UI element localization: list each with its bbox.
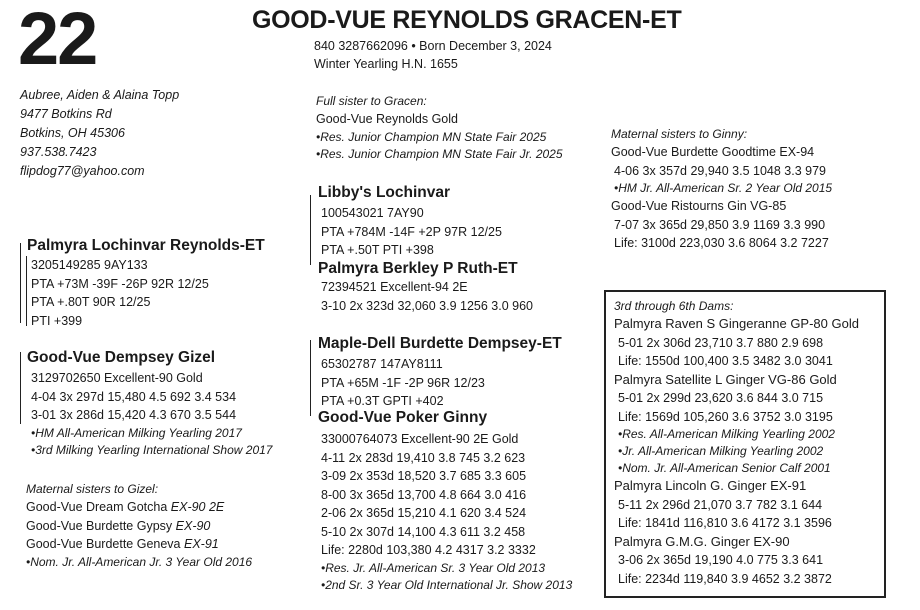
dam-bracket bbox=[20, 352, 21, 424]
sire-dam-detail: 3-10 2x 323d 32,060 3.9 1256 3.0 960 bbox=[321, 298, 533, 313]
ginny-sisters-block bbox=[611, 126, 832, 253]
animal-name: GOOD-VUE REYNOLDS GRACEN-ET bbox=[252, 6, 682, 34]
sire-dam-name: Palmyra Berkley P Ruth-ET bbox=[318, 260, 518, 277]
dam-note: •HM All-American Milking Yearling 2017 bbox=[31, 425, 242, 440]
dam-dam-detail: 3-09 2x 353d 18,520 3.7 685 3.3 605 bbox=[321, 469, 527, 483]
dam-sire-name: Maple-Dell Burdette Dempsey-ET bbox=[318, 335, 562, 352]
consignor-phone: 937.538.7423 bbox=[20, 145, 97, 159]
dam-entry-record: 5-01 2x 299d 23,620 3.6 844 3.0 715 bbox=[618, 391, 824, 405]
ginny-sister-name: Good-Vue Ristourns Gin VG-85 bbox=[611, 199, 787, 213]
sire-block bbox=[27, 236, 265, 256]
dam-entry-record: 5-11 2x 296d 21,070 3.7 782 3.1 644 bbox=[618, 497, 823, 512]
dam-details bbox=[31, 369, 272, 459]
dam-entry-record: Life: 2234d 119,840 3.9 4652 3.2 3872 bbox=[618, 571, 832, 586]
dam-entry-name: Palmyra Satellite L Ginger VG-86 Gold bbox=[614, 371, 837, 387]
dam-entry-record: Life: 1550d 100,400 3.5 3482 3.0 3041 bbox=[618, 354, 833, 368]
dam-entry-name: Palmyra Raven S Gingeranne GP-80 Gold bbox=[614, 316, 859, 331]
dam-entry-note: •Res. All-American Milking Yearling 2002 bbox=[618, 427, 835, 441]
sire-sire-details bbox=[321, 204, 502, 260]
dam-entry-record: Life: 1569d 105,260 3.6 3752 3.0 3195 bbox=[618, 409, 833, 424]
dam-entry-note: •Jr. All-American Milking Yearling 2002 bbox=[618, 444, 824, 458]
dams-box-heading: 3rd through 6th Dams: bbox=[614, 299, 734, 313]
consignor-email: flipdog77@yahoo.com bbox=[20, 164, 145, 178]
dam-dam-note: •2nd Sr. 3 Year Old International Jr. Show 2013 bbox=[321, 577, 573, 592]
sire-dam-details bbox=[321, 278, 533, 315]
class-line: Winter Yearling H.N. 1655 bbox=[314, 57, 458, 71]
sire-detail: PTI +399 bbox=[31, 313, 83, 328]
ginny-sister-record: Life: 3100d 223,030 3.6 8064 3.2 7227 bbox=[614, 236, 829, 250]
dam-dam-note: •Res. Jr. All-American Sr. 3 Year Old 2013 bbox=[321, 560, 546, 575]
dam-detail: 4-04 3x 297d 15,480 4.5 692 3.4 534 bbox=[31, 389, 237, 404]
sire-detail: 3205149285 9AY133 bbox=[31, 258, 148, 272]
dam-note: •3rd Milking Yearling International Show 2017 bbox=[31, 442, 273, 457]
dam-sire-block bbox=[318, 334, 562, 354]
gizel-sister: Good-Vue Burdette Geneva EX-91 bbox=[26, 537, 219, 551]
consignor-names: Aubree, Aiden & Alaina Topp bbox=[20, 88, 180, 102]
sire-detail: PTA +.80T 90R 12/25 bbox=[31, 295, 151, 309]
consignor-info bbox=[20, 86, 179, 181]
full-sister-note: •Res. Junior Champion MN State Fair 2025 bbox=[316, 129, 547, 144]
dam-sire-detail: 65302787 147AY8111 bbox=[321, 357, 443, 371]
dam-sire-detail: PTA +65M -1F -2P 96R 12/23 bbox=[321, 375, 485, 390]
sire-sire-detail: PTA +.50T PTI +398 bbox=[321, 243, 434, 257]
dam-dam-detail: 33000764073 Excellent-90 2E Gold bbox=[321, 432, 519, 446]
dam-sire-details bbox=[321, 355, 485, 411]
dam-dam-detail: 4-11 2x 283d 19,410 3.8 745 3.2 623 bbox=[321, 450, 526, 465]
dams-box bbox=[604, 290, 886, 598]
sire-details bbox=[31, 256, 209, 330]
full-sister-heading: Full sister to Gracen: bbox=[316, 94, 427, 108]
consignor-address: 9477 Botkins Rd bbox=[20, 107, 112, 121]
full-sister-block bbox=[316, 93, 563, 163]
dam-dam-detail: 8-00 3x 365d 13,700 4.8 664 3.0 416 bbox=[321, 487, 527, 502]
sire-sire-bracket bbox=[310, 195, 311, 265]
gizel-sister: Good-Vue Burdette Gypsy EX-90 bbox=[26, 518, 211, 533]
registration-line: 840 3287662096 • Born December 3, 2024 bbox=[314, 39, 552, 53]
consignor-city: Botkins, OH 45306 bbox=[20, 126, 125, 140]
dam-sire-bracket bbox=[310, 340, 311, 416]
dam-entry-name: Palmyra Lincoln G. Ginger EX-91 bbox=[614, 478, 807, 493]
gizel-sisters-heading: Maternal sisters to Gizel: bbox=[26, 482, 159, 496]
dams-box-content bbox=[614, 298, 859, 588]
full-sister-note: •Res. Junior Champion MN State Fair Jr. 2025 bbox=[316, 146, 563, 161]
dam-dam-block bbox=[318, 408, 487, 428]
gizel-sisters-note: •Nom. Jr. All-American Jr. 3 Year Old 2016 bbox=[26, 554, 253, 569]
sire-name: Palmyra Lochinvar Reynolds-ET bbox=[27, 237, 265, 254]
ginny-sister-record: 4-06 3x 357d 29,940 3.5 1048 3.3 979 bbox=[614, 163, 826, 178]
dam-entry-name: Palmyra G.M.G. Ginger EX-90 bbox=[614, 533, 790, 549]
dam-dam-detail: 5-10 2x 307d 14,100 4.3 611 3.2 458 bbox=[321, 524, 526, 539]
sire-detail: PTA +73M -39F -26P 92R 12/25 bbox=[31, 276, 209, 291]
dam-sire-detail: PTA +0.3T GPTI +402 bbox=[321, 394, 444, 408]
dam-entry-record: Life: 1841d 116,810 3.6 4172 3.1 3596 bbox=[618, 516, 832, 530]
sire-bracket bbox=[20, 243, 21, 323]
ginny-sister-note: •HM Jr. All-American Sr. 2 Year Old 2015 bbox=[614, 181, 833, 195]
gizel-sister: Good-Vue Dream Gotcha EX-90 2E bbox=[26, 500, 225, 514]
sire-dam-detail: 72394521 Excellent-94 2E bbox=[321, 280, 468, 294]
ginny-sister-name: Good-Vue Burdette Goodtime EX-94 bbox=[611, 145, 815, 159]
dam-block bbox=[27, 348, 215, 368]
dam-detail: 3129702650 Excellent-90 Gold bbox=[31, 371, 203, 385]
lot-number: 22 bbox=[18, 0, 97, 80]
dam-entry-note: •Nom. Jr. All-American Senior Calf 2001 bbox=[618, 461, 831, 475]
dam-entry-record: 5-01 2x 306d 23,710 3.7 880 2.9 698 bbox=[618, 335, 824, 350]
dam-dam-detail: Life: 2280d 103,380 4.2 4317 3.2 3332 bbox=[321, 543, 536, 557]
dam-detail: 3-01 3x 286d 15,420 4.3 670 3.5 544 bbox=[31, 408, 237, 422]
sire-sire-detail: PTA +784M -14F +2P 97R 12/25 bbox=[321, 224, 502, 239]
dam-dam-detail: 2-06 2x 365d 15,210 4.1 620 3.4 524 bbox=[321, 506, 527, 520]
sire-sire-name: Libby's Lochinvar bbox=[318, 184, 451, 201]
sire-sire-block bbox=[318, 183, 450, 203]
gizel-sisters-block bbox=[26, 481, 252, 571]
full-sister-name: Good-Vue Reynolds Gold bbox=[316, 112, 458, 126]
sire-dam-block bbox=[318, 259, 518, 279]
dam-entry-record: 3-06 2x 365d 19,190 4.0 775 3.3 641 bbox=[618, 553, 824, 567]
dam-dam-name: Good-Vue Poker Ginny bbox=[318, 409, 488, 426]
ginny-sister-record: 7-07 3x 365d 29,850 3.9 1169 3.3 990 bbox=[614, 217, 826, 232]
sire-sire-detail: 100543021 7AY90 bbox=[321, 206, 424, 220]
dam-dam-details bbox=[321, 430, 572, 594]
dam-name: Good-Vue Dempsey Gizel bbox=[27, 349, 216, 366]
ginny-sisters-heading: Maternal sisters to Ginny: bbox=[611, 127, 748, 141]
